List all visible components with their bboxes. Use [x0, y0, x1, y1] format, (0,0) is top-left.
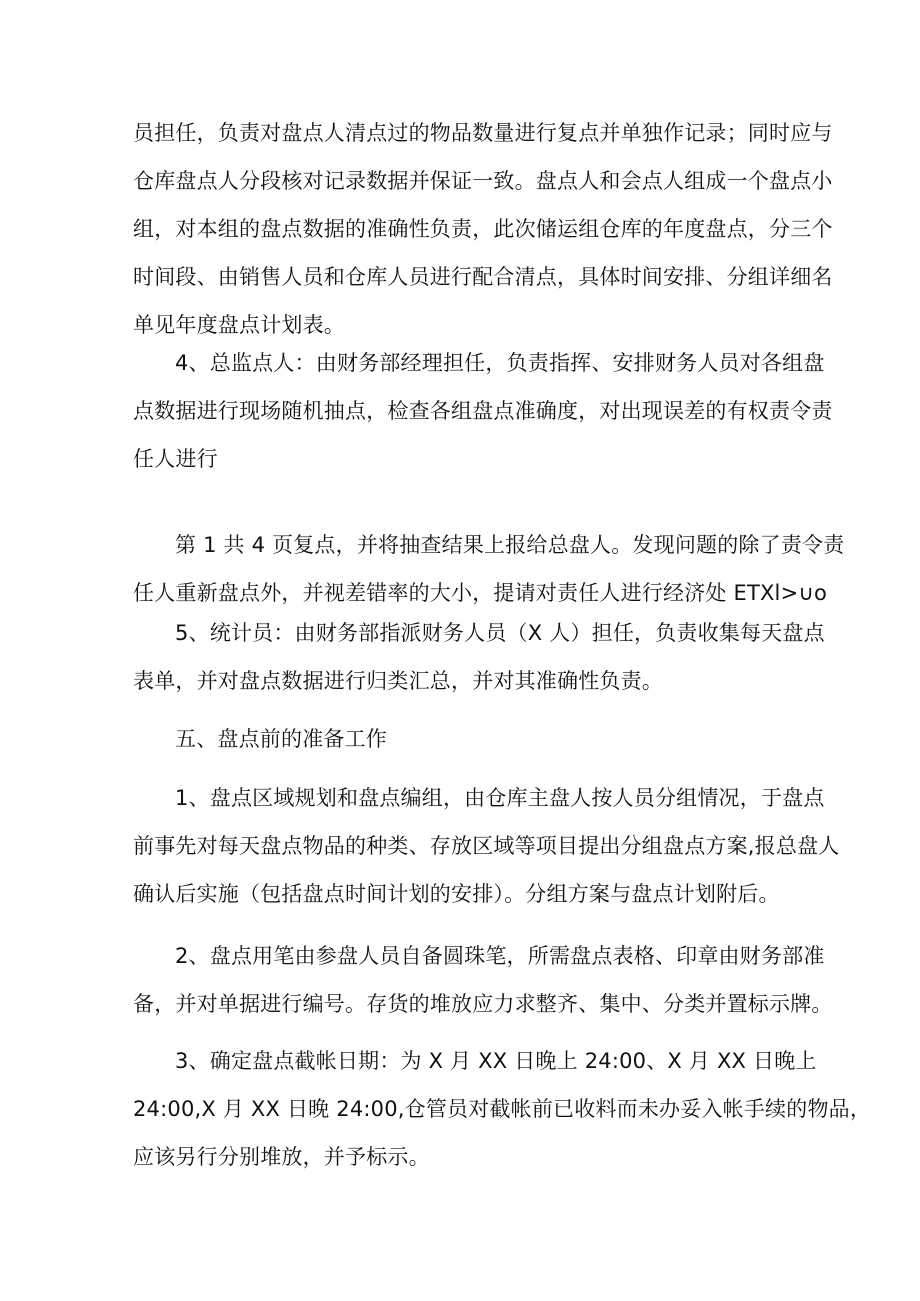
paragraph-cutoff-date — [133, 1037, 872, 1181]
text-line: 任人重新盘点外，并视差错率的大小，提请对责任人进行经济处 ETXl>∪o — [133, 581, 828, 605]
text-line: 4、总监点人：由财务部经理担任，负责指挥、安排财务人员对各组盘 — [175, 351, 825, 375]
paragraph-statistician — [133, 609, 825, 705]
text-line: 五、盘点前的准备工作 — [175, 727, 387, 751]
text-line: 单见年度盘点计划表。 — [133, 313, 345, 337]
text-line: 第 1 共 4 页复点，并将抽查结果上报给总盘人。发现问题的除了责令责 — [175, 533, 845, 557]
text-line: 5、统计员：由财务部指派财务人员（X 人）担任，负责收集每天盘点 — [175, 621, 825, 645]
text-line: 应该另行分别堆放，并予标示。 — [133, 1145, 430, 1169]
text-line: 任人进行 — [133, 447, 218, 471]
paragraph-area-planning — [133, 774, 840, 918]
section-heading-preparation — [133, 715, 793, 763]
text-line: 1、盘点区域规划和盘点编组，由仓库主盘人按人员分组情况，于盘点 — [175, 786, 825, 810]
text-line: 点数据进行现场随机抽点，检查各组盘点准确度，对出现误差的有权责令责 — [133, 399, 833, 423]
paragraph-supplies — [133, 932, 833, 1028]
text-line: 仓库盘点人分段核对记录数据并保证一致。盘点人和会点人组成一个盘点小 — [133, 169, 833, 193]
paragraph-counter-role — [133, 109, 833, 349]
paragraph-supervisor — [133, 339, 833, 483]
text-line: 24:00,X 月 XX 日晚 24:00,仓管员对截帐前已收料而未办妥入帐手续的物品， — [133, 1097, 872, 1121]
text-line: 时间段、由销售人员和仓库人员进行配合清点，具体时间安排、分组详细名 — [133, 265, 833, 289]
paragraph-page-marker-recheck — [133, 521, 845, 617]
text-line: 前事先对每天盘点物品的种类、存放区域等项目提出分组盘点方案,报总盘人 — [133, 834, 840, 858]
text-line: 确认后实施（包括盘点时间计划的安排）。分组方案与盘点计划附后。 — [133, 882, 780, 906]
text-line: 2、盘点用笔由参盘人员自备圆珠笔，所需盘点表格、印章由财务部准 — [175, 944, 825, 968]
text-line: 备，并对单据进行编号。存货的堆放应力求整齐、集中、分类并置标示牌。 — [133, 992, 833, 1016]
text-line: 员担任，负责对盘点人清点过的物品数量进行复点并单独作记录；同时应与 — [133, 121, 833, 145]
text-line: 组，对本组的盘点数据的准确性负责，此次储运组仓库的年度盘点，分三个 — [133, 217, 833, 241]
text-line: 3、确定盘点截帐日期：为 X 月 XX 日晚上 24:00、X 月 XX 日晚上 — [175, 1049, 817, 1073]
text-line: 表单，并对盘点数据进行归类汇总，并对其准确性负责。 — [133, 669, 663, 693]
